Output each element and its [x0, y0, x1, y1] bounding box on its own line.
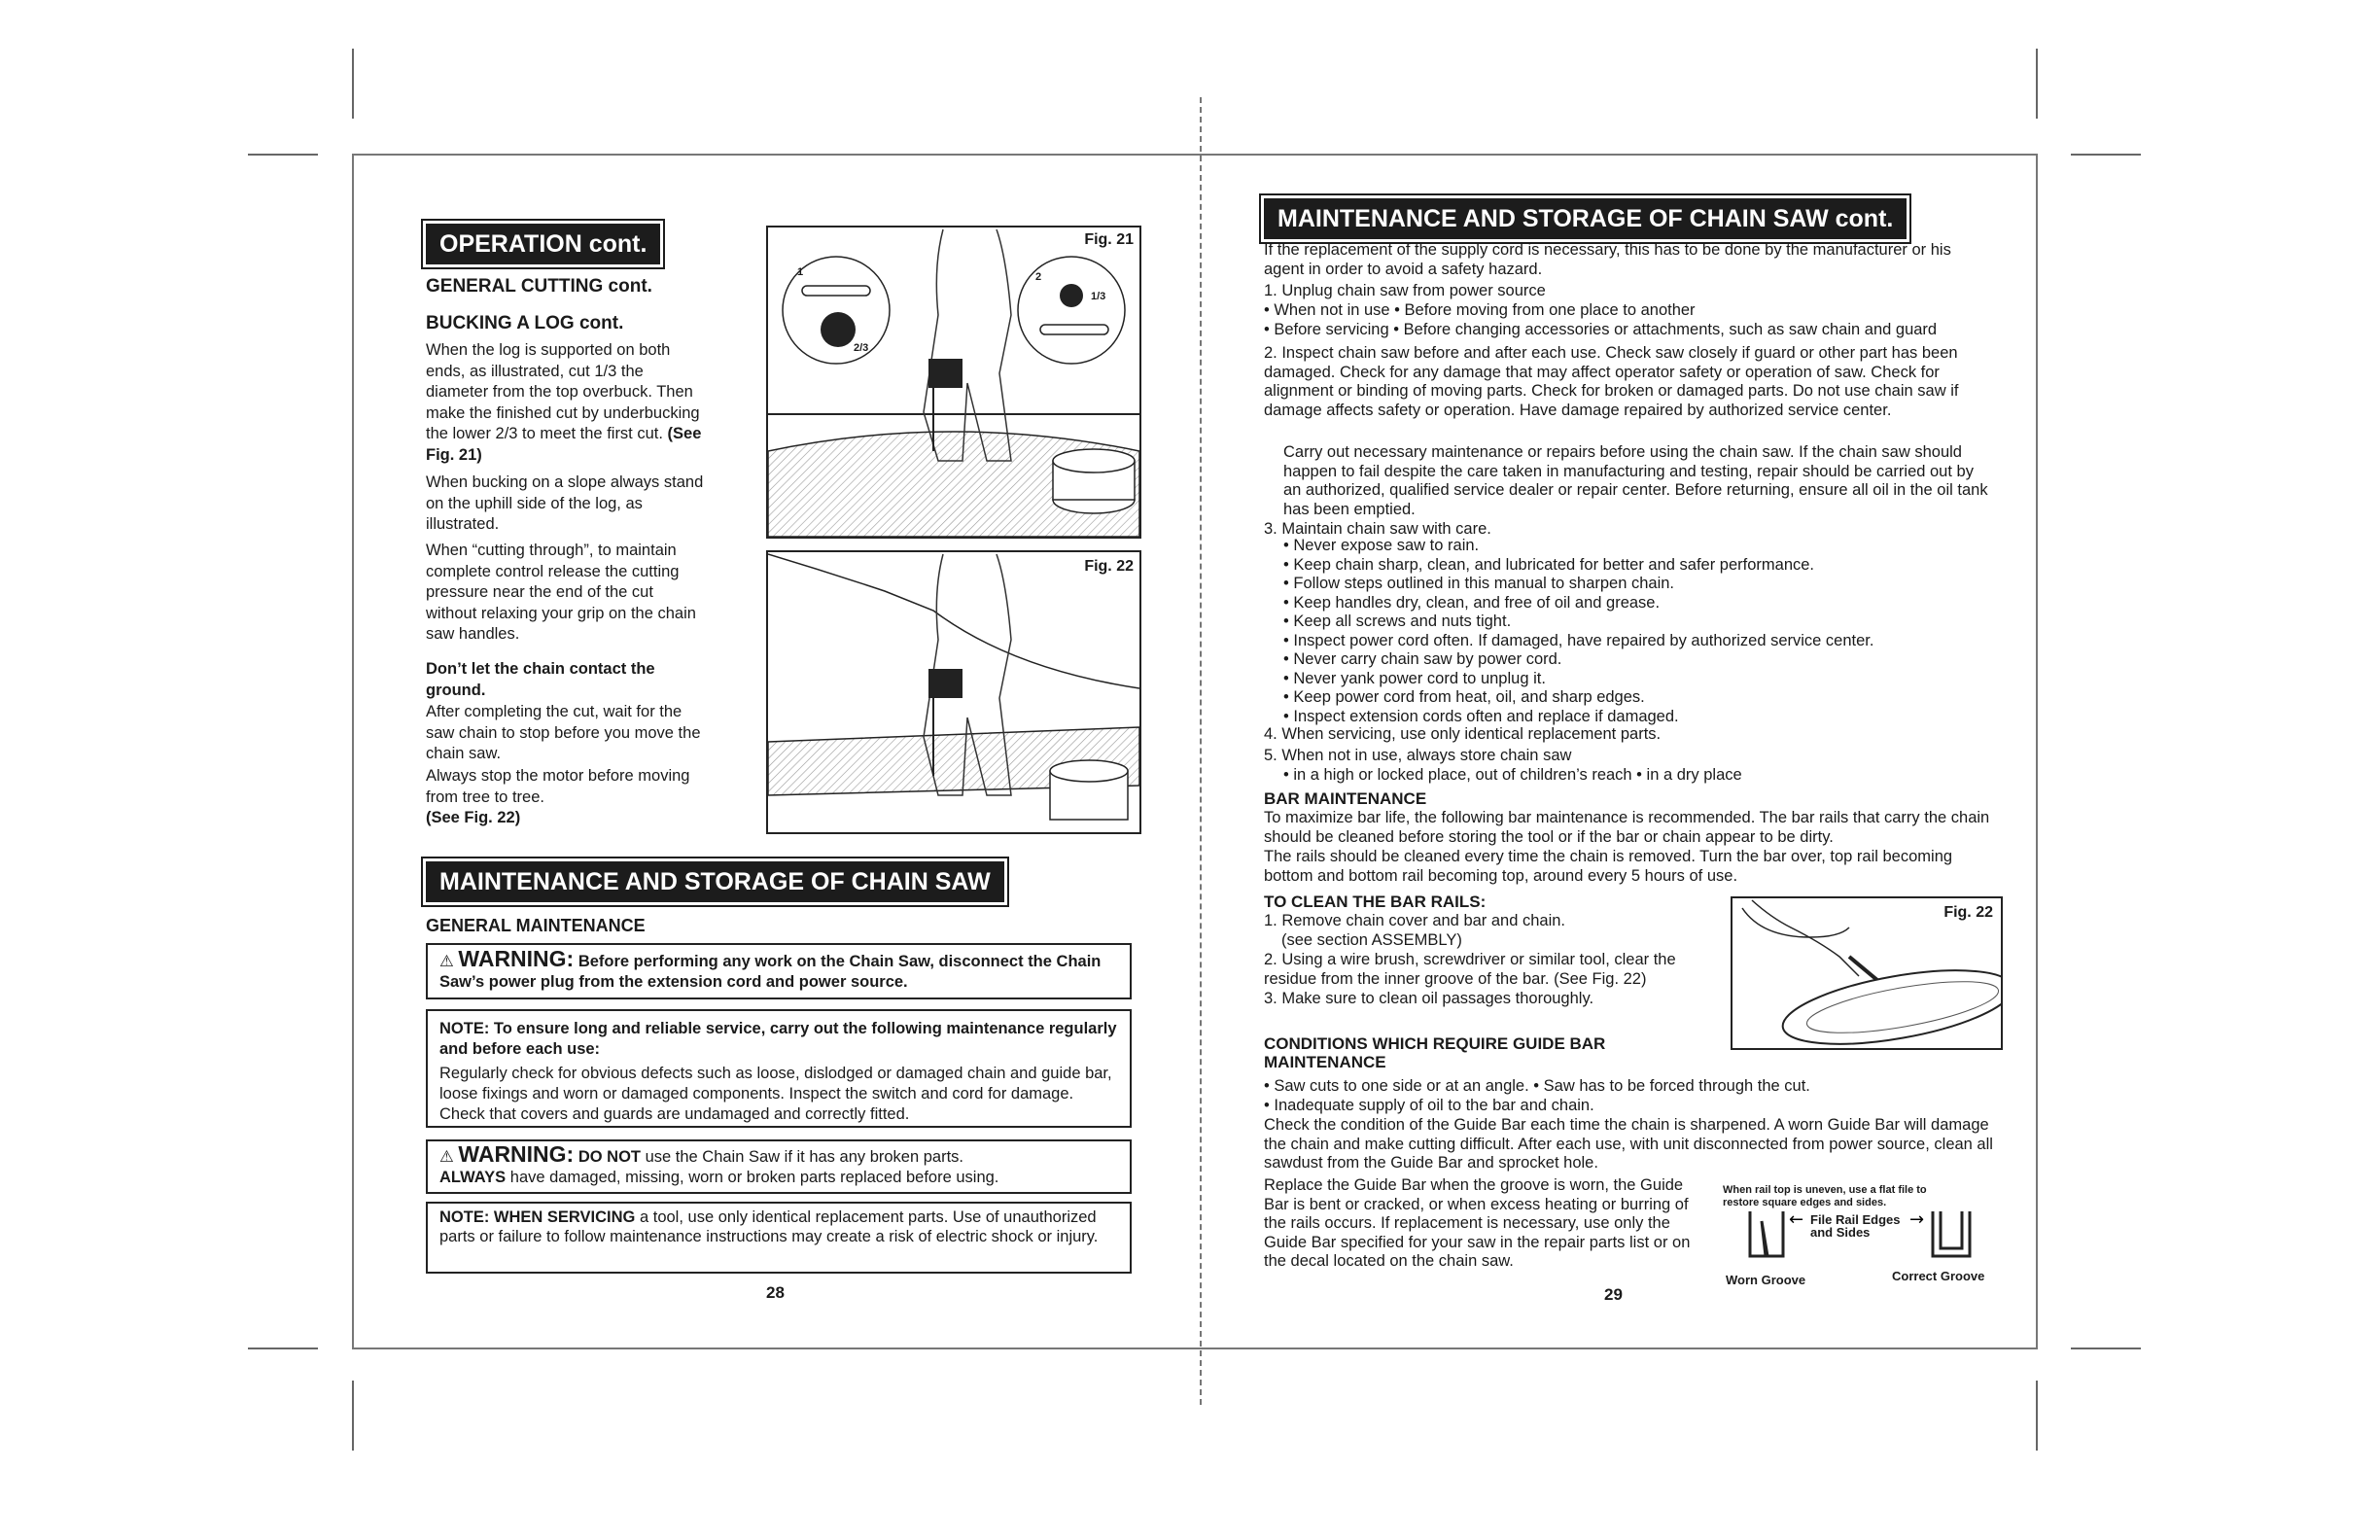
page-number-left: 28 [766, 1283, 785, 1302]
item-3: 3. Maintain chain saw with care. [1264, 520, 1491, 538]
general-cutting-heading: GENERAL CUTTING cont. [426, 276, 652, 297]
fig22-label-left: Fig. 22 [1084, 558, 1134, 575]
clean-step-1b: (see section ASSEMBLY) [1281, 931, 1462, 949]
list-item: • Inspect extension cords often and replace if damaged. [1283, 707, 1679, 725]
fig21-number-1: 1 [797, 266, 804, 278]
clean-rails-heading: TO CLEAN THE BAR RAILS: [1264, 892, 1487, 911]
replace-paragraph: Replace the Guide Bar when the groove is worn, the Guide Bar is bent or cracked, or when excess heating or burring of the rails occurs. If replacement is necessary, use only the Guide Bar specified for your saw in the repair parts list or on the decal located on the chain saw. [1264, 1176, 1691, 1270]
intro-text: If the replacement of the supply cord is necessary, this has to be done by the manufacturer or his agent in order to avoid a safety hazard. [1264, 241, 1951, 278]
bucking-p5: After completing the cut, wait for the saw chain to stop before you move the chain saw. [426, 703, 701, 762]
item-1a: • When not in use • Before moving from one place to another [1264, 301, 1696, 319]
clean-step-1: 1. Remove chain cover and bar and chain. [1264, 912, 1566, 929]
item-5: 5. When not in use, always store chain saw [1264, 747, 1572, 764]
list-item: • Keep power cord from heat, oil, and sharp edges. [1283, 688, 1645, 706]
svg-text:←: ← [1789, 1209, 1804, 1230]
bucking-p4: Don’t let the chain contact the ground. [426, 660, 655, 699]
fold-line [1200, 97, 1202, 1405]
bucking-p1: When the log is supported on both ends, as illustrated, cut 1/3 the diameter from the top overbuck. Then make the finished cut by underbucking the lower 2/3 to meet the first cut. (See Fig. 21) [426, 341, 702, 464]
crop-mark [352, 49, 354, 119]
warning-box-2: ⚠ WARNING: DO NOT use the Chain Saw if it has any broken parts. ALWAYS have damaged, missing, worn or broken parts replaced before using. [426, 1139, 1132, 1194]
item-1: 1. Unplug chain saw from power source [1264, 282, 1546, 299]
correct-groove-label: Correct Groove [1892, 1269, 1985, 1283]
list-item: • Never expose saw to rain. [1283, 537, 1480, 554]
clean-step-3: 3. Make sure to clean oil passages thoroughly. [1264, 990, 1594, 1007]
crop-mark [248, 154, 318, 156]
clean-step-2: 2. Using a wire brush, screwdriver or similar tool, clear the residue from the inner groove of the bar. (See Fig. 22) [1264, 951, 1676, 988]
operation-banner: OPERATION cont. [426, 224, 660, 264]
crop-mark [2036, 49, 2038, 119]
crop-mark [248, 1348, 318, 1349]
figure-21-illustration [768, 228, 1139, 537]
file-label: File Rail Edges and Sides [1810, 1212, 1901, 1240]
fig21-label: Fig. 21 [1084, 231, 1134, 248]
list-item: • Keep handles dry, clean, and free of oil and grease. [1283, 593, 1661, 612]
bar-maintenance-p1: To maximize bar life, the following bar maintenance is recommended. The bar rails that carry the chain should be cleaned before storing the tool or if the bar or chain appear to be dirty. [1264, 809, 1990, 846]
worn-groove-label: Worn Groove [1726, 1273, 1806, 1287]
maintenance-banner: MAINTENANCE AND STORAGE OF CHAIN SAW [426, 861, 1004, 902]
conditions-heading: CONDITIONS WHICH REQUIRE GUIDE BAR MAINTENANCE [1264, 1034, 1606, 1071]
warning-icon: ⚠ [439, 1148, 454, 1166]
list-item: • Follow steps outlined in this manual to sharpen chain. [1283, 575, 1675, 592]
bar-maintenance-heading: BAR MAINTENANCE [1264, 789, 1427, 808]
figure-22-bar-cleaning [1731, 896, 2003, 1050]
general-maintenance-heading: GENERAL MAINTENANCE [426, 916, 646, 935]
fig21-two-thirds-label: 2/3 [854, 342, 869, 354]
svg-text:→: → [1909, 1209, 1925, 1230]
maintain-list [1283, 537, 1983, 726]
item-2b: Carry out necessary maintenance or repairs before using the chain saw. If the chain saw should happen to fail despite the care taken in manufacturing and testing, repair should be carried out by an authorized, qualified service dealer or repair center. Before returning, ensure all oil in the oil tank has been emptied. [1283, 443, 1988, 518]
list-item: • Never yank power cord to unplug it. [1283, 669, 1546, 687]
figure-21 [766, 226, 1141, 539]
warning-box-1 [426, 943, 1132, 999]
warning-text-1: Before performing any work on the Chain Saw, disconnect the Chain Saw’s power plug from the extension cord and power source. [439, 953, 1102, 991]
groove-note: When rail top is uneven, use a flat file to restore square edges and sides. [1723, 1184, 1927, 1208]
crop-mark [2036, 1381, 2038, 1451]
item-2: 2. Inspect chain saw before and after each use. Check saw closely if guard or other part has been damaged. Check for any damage that may affect operator safety or operation of saw. Check for alignment or binding of moving parts. Check for broken or damaged parts. Do not use chain saw if damage affects safety or operation. Have damage repaired by authorized service center. [1264, 344, 1959, 419]
item-5a: • in a high or locked place, out of children’s reach • in a dry place [1283, 766, 1742, 784]
condition-2: • Inadequate supply of oil to the bar and chain. [1264, 1097, 1594, 1114]
fig21-third-label: 1/3 [1091, 291, 1106, 302]
item-1b: • Before servicing • Before changing accessories or attachments, such as saw chain and guard [1264, 321, 1938, 338]
bucking-p6: Always stop the motor before moving from tree to tree. (See Fig. 22) [426, 767, 690, 826]
item-4: 4. When servicing, use only identical replacement parts. [1264, 725, 1662, 743]
fig22-label-right: Fig. 22 [1943, 904, 1993, 921]
warning-label: WARNING: [458, 1141, 575, 1167]
warning-label: WARNING: [458, 946, 575, 971]
condition-1: • Saw cuts to one side or at an angle. • Saw has to be forced through the cut. [1264, 1077, 1810, 1095]
figure-22-illustration [768, 552, 1139, 832]
page-number-right: 29 [1604, 1285, 1623, 1304]
bar-maintenance-p2: The rails should be cleaned every time the chain is removed. Turn the bar over, top rail becoming bottom and bottom rail becoming top, around every 5 hours of use. [1264, 848, 1953, 885]
warning-icon: ⚠ [439, 953, 454, 970]
figure-22-bucking [766, 550, 1141, 834]
crop-mark [352, 1381, 354, 1451]
list-item: • Inspect power cord often. If damaged, have repaired by authorized service center. [1283, 631, 1874, 649]
bucking-p3: When “cutting through”, to maintain complete control release the cutting pressure near the end of the cut without relaxing your grip on the chain saw handles. [426, 542, 696, 643]
list-item: • Keep all screws and nuts tight. [1283, 612, 1512, 630]
crop-mark [2071, 154, 2141, 156]
crop-mark [2071, 1348, 2141, 1349]
fig21-number-2: 2 [1035, 271, 1042, 283]
maintenance-cont-banner: MAINTENANCE AND STORAGE OF CHAIN SAW cont. [1264, 198, 1907, 239]
list-item: • Never carry chain saw by power cord. [1283, 650, 1562, 668]
bucking-heading: BUCKING A LOG cont. [426, 313, 624, 333]
note-box-2: NOTE: WHEN SERVICING a tool, use only identical replacement parts. Use of unauthorized parts or failure to follow maintenance instructions may create a risk of electric shock or injury. [426, 1202, 1132, 1274]
list-item: • Keep chain sharp, clean, and lubricated for better and safer performance. [1283, 555, 1815, 574]
conditions-paragraph: Check the condition of the Guide Bar each time the chain is sharpened. A worn Guide Bar will damage the chain and make cutting difficult. After each use, with unit disconnected from power source, clean all sawdust from the Guide Bar and sprocket hole. [1264, 1116, 1993, 1172]
bucking-p2: When bucking on a slope always stand on the uphill side of the log, as illustrated. [426, 473, 704, 533]
note-box-1: NOTE: To ensure long and reliable service, carry out the following maintenance regularly and before each use: Regularly check for obvious defects such as loose, dislodged or damaged chain and guide bar, loose fixings and worn or damaged components. Inspect the switch and cord for damage. Check that covers and guards are undamaged and correctly fitted. [426, 1009, 1132, 1128]
